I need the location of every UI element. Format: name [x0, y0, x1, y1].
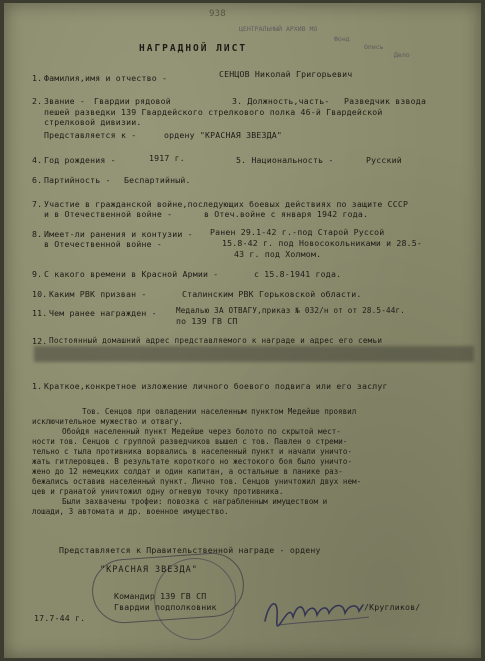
- field-3-label: 3. Должность,часть-: [232, 96, 330, 106]
- commander-title: Командир 139 ГВ СП: [114, 591, 207, 601]
- field-11-label: Чем ранее награжден -: [49, 308, 157, 318]
- feat-section-label: Краткое,конкретное изложение личного боевого подвига или его заслуг: [44, 381, 388, 391]
- narrative-line: Тов. Сенцов при овладении населенным пунктом Медейше проявил: [82, 407, 357, 416]
- archive-stamp-line3: Опись: [364, 43, 384, 51]
- field-5-value: Русский: [366, 155, 402, 165]
- document-date: 17.7-44 г.: [34, 613, 86, 623]
- field-7-number: 7.: [32, 199, 43, 209]
- field-8-value1: Ранен 29.1-42 г.-под Старой Руссой: [210, 227, 385, 237]
- closing-line: Представляется к Правительственной награде - ордену: [59, 545, 321, 555]
- field-2-label: Звание -: [44, 96, 86, 106]
- field-2-number: 2.: [32, 96, 43, 106]
- field-8-value2: 15.8-42 г. под Новосокольниками и 28.5-: [222, 238, 423, 248]
- signature-name: /Кругликов/: [364, 602, 421, 612]
- nominated-value: ордену "КРАСНАЯ ЗВЕЗДА": [164, 130, 282, 140]
- nominated-label: Представляется к -: [44, 130, 137, 140]
- archive-stamp-line2: Фонд: [334, 35, 350, 43]
- field-5-label: 5. Национальность -: [236, 155, 334, 165]
- field-10-label: Каким РВК призван -: [49, 289, 147, 299]
- narrative-line: бежались оставив населенный пункт. Лично тов. Сенцов уничтожил двух нем-: [32, 477, 362, 486]
- corner-marks: 938: [209, 9, 226, 19]
- award-sheet: [4, 3, 481, 658]
- narrative-line: цев и гранатой уничтожил одну огневую точку противника.: [32, 487, 284, 496]
- field-3-value: Разведчик взвода: [344, 96, 427, 106]
- field-1-label: Фамилия,имя и отчество -: [44, 73, 168, 83]
- field-10-value: Сталинским РВК Горьковской области.: [182, 289, 362, 299]
- field-9-value: с 15.8-1941 года.: [254, 269, 342, 279]
- field-4-number: 4.: [32, 155, 43, 165]
- field-3-line3: стрелковой дивизии.: [44, 117, 142, 127]
- field-12-label: Постоянный домашний адрес представляемого к награде и адрес его семьи: [49, 336, 383, 345]
- narrative-line: ности тов. Сенцов с группой разведчиков вышел с тов. Павлен о стреми-: [32, 437, 348, 446]
- field-6-number: 6.: [32, 175, 43, 185]
- field-11-number: 11.: [32, 308, 48, 318]
- field-8-number: 8.: [32, 229, 43, 239]
- narrative-line: Обойдя населенный пункт Медейше через болото по скрытой мест-: [62, 427, 341, 436]
- field-1-value: СЕНЦОВ Николай Григорьевич: [219, 69, 353, 79]
- feat-section-number: 1.: [32, 381, 43, 391]
- redacted-address: [34, 346, 474, 362]
- archive-stamp-line1: ЦЕНТРАЛЬНЫЙ АРХИВ МО: [239, 25, 318, 33]
- narrative-line: исключительное мужество и отвагу.: [32, 417, 183, 426]
- field-7-line2: и в Отечественной войне -: [44, 209, 173, 219]
- field-9-label: С какого времени в Красной Армии -: [44, 269, 219, 279]
- field-12-number: 12.: [32, 336, 48, 346]
- field-2-rank: Гвардии рядовой: [94, 96, 171, 106]
- narrative-line: жать гитлеровцев. В результате короткого но жестокого боя было уничто-: [32, 457, 353, 466]
- narrative-line: жено до 12 немецких солдат и один капитан, а остальные в панике раз-: [32, 467, 343, 476]
- document-title: НАГРАДНОЙ ЛИСТ: [139, 43, 248, 54]
- narrative-line: лошади, 3 автомата и др. военное имущество.: [32, 507, 229, 516]
- field-7-value: в Отеч.войне с января 1942 года.: [204, 209, 369, 219]
- commander-rank: Гвардии подполковник: [114, 602, 217, 612]
- field-8-line2: в Отечественной войне -: [44, 239, 162, 249]
- field-8-line1: Имеет-ли ранения и контузии -: [44, 229, 193, 239]
- field-1-number: 1.: [32, 73, 43, 83]
- field-4-value: 1917 г.: [149, 153, 185, 163]
- field-7-line1: Участие в гражданской войне,последующих боевых действиях по защите СССР: [44, 199, 409, 209]
- field-6-value: Беспартийный.: [124, 175, 191, 185]
- field-11-value2: по 139 ГВ СП: [176, 316, 238, 326]
- field-3-line2: пешей разведки 139 Гвардейского стрелкового полка 46-й Гвардейской: [44, 107, 383, 117]
- field-9-number: 9.: [32, 269, 43, 279]
- closing-order: "КРАСНАЯ ЗВЕЗДА": [100, 565, 198, 575]
- narrative-line: Были захвачены трофеи: повозка с награбленным имуществом и: [62, 497, 328, 506]
- narrative-line: тельно с тыла противника ворвались в населенный пункт и начали уничто-: [32, 447, 353, 456]
- field-11-value1: Медалью ЗА ОТВАГУ,приказ № 032/н от от 28.5-44г.: [176, 306, 406, 315]
- field-6-label: Партийность -: [44, 175, 111, 185]
- field-4-label: Год рождения -: [44, 155, 116, 165]
- field-10-number: 10.: [32, 289, 48, 299]
- archive-stamp-line4: Дело: [394, 51, 410, 59]
- field-8-value3: 43 г. под Холмом.: [234, 249, 322, 259]
